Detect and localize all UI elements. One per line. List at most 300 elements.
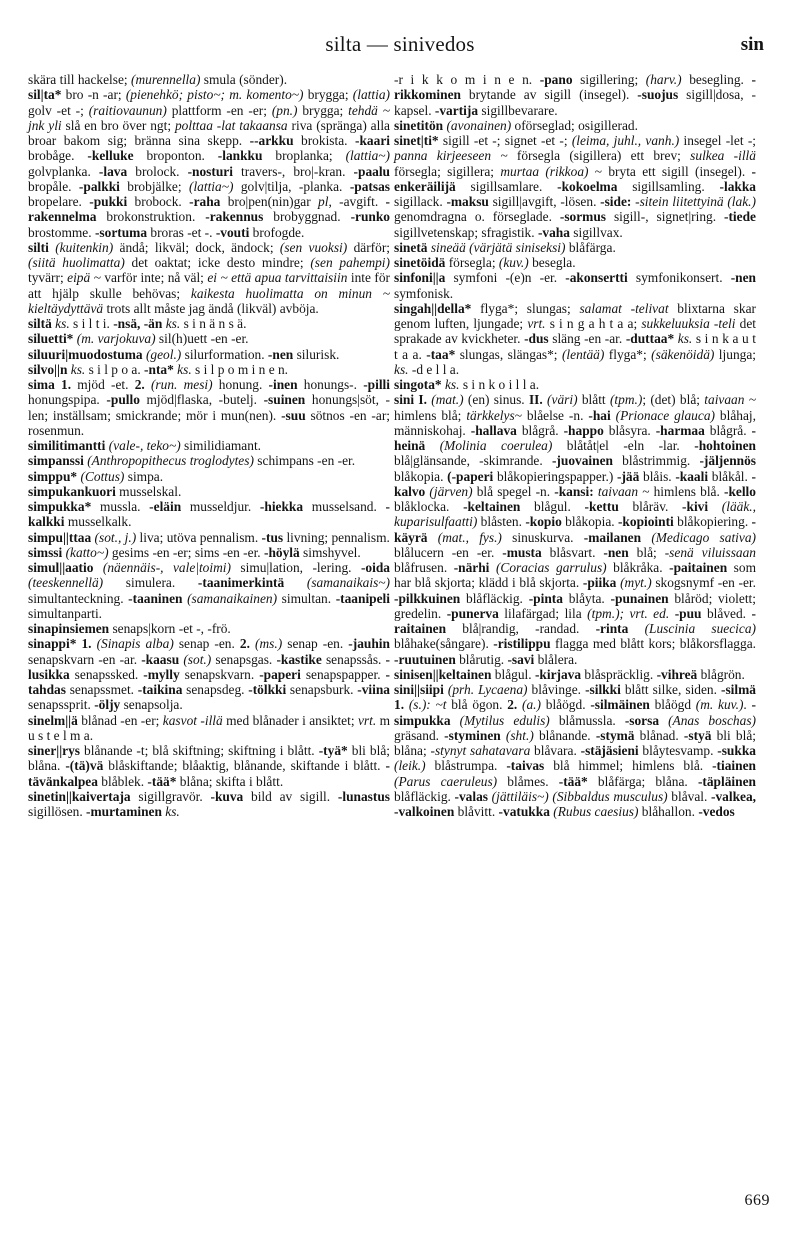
entry-headword: 2.: [507, 697, 518, 713]
entry-italic-text: tärkkelys~: [466, 407, 522, 423]
entry-text: [641, 530, 651, 545]
entry-italic-text: (myt.): [620, 575, 652, 591]
entry-headword: siluetti*: [28, 331, 74, 347]
entry-headword: sinfoni||a: [394, 270, 446, 286]
dictionary-entry: [394, 270, 756, 301]
dictionary-entry: [28, 87, 390, 240]
entry-text: musselkalk.: [64, 514, 132, 530]
entry-text: musseldjur.: [181, 499, 260, 514]
entry-text: blågul.: [491, 666, 535, 682]
entry-headword: -vatukka: [498, 804, 550, 819]
entry-headword: -eläin: [149, 499, 182, 514]
entry-italic-text: (leik.): [394, 758, 426, 774]
entry-text: [628, 621, 644, 636]
entry-text: blåkopieringspapper.): [493, 468, 618, 484]
entry-text: sigillvetenskap; sfragistik.: [394, 224, 538, 240]
entry-text: sigill -et -; signet -et -;: [438, 133, 572, 148]
entry-headword: -kaali: [675, 468, 709, 484]
entry-text: sigillering;: [572, 72, 646, 87]
entry-headword: -pano: [539, 72, 573, 87]
entry-text: blå|randig, -randad.: [446, 621, 596, 636]
entry-text: himlens blå;: [394, 407, 467, 423]
entry-headword: -käyrä: [394, 514, 756, 545]
entry-italic-text: (sht.): [505, 727, 534, 743]
entry-headword: -side:: [600, 194, 632, 209]
entry-headword: sima 1.: [28, 377, 72, 392]
entry-italic-text: murtaa (rikkoa): [500, 163, 589, 179]
entry-headword: -rakennus: [205, 209, 264, 225]
dictionary-entry: [28, 316, 390, 331]
entry-text: blålera.: [534, 651, 578, 667]
entry-text: liva; utöva pennalism.: [136, 529, 262, 545]
entry-headword: -sormus: [559, 209, 606, 225]
entry-headword: -kello: [723, 483, 756, 499]
entry-text: flagga med blått kors; blåkorsflagga.: [550, 636, 756, 652]
entry-text: skogsnymf -en -er.: [651, 575, 756, 591]
entry-headword: -kastike: [276, 651, 322, 667]
entry-headword: -tää*: [558, 773, 588, 789]
entry-headword: -ristilippu: [493, 636, 551, 652]
dictionary-entry: [28, 72, 390, 87]
entry-text: blåögd.: [541, 697, 591, 713]
entry-headword: -suu: [281, 407, 306, 423]
entry-italic-text: (run. mesi): [150, 377, 213, 392]
entry-text: blåkråka.: [606, 560, 670, 575]
entry-headword: -kopio: [525, 514, 562, 530]
entry-headword: -stymä: [595, 727, 635, 743]
entry-headword: -silkki: [585, 682, 621, 697]
entry-headword: simssi: [28, 544, 63, 560]
entry-italic-text: ks.: [177, 361, 192, 377]
entry-italic-text: taivaan ~: [704, 392, 756, 408]
entry-text: försegla (sigillera) ett brev;: [507, 148, 691, 164]
right-column: [394, 72, 756, 819]
entry-headword: -kalvo: [394, 468, 756, 499]
entry-text: bropåle.: [28, 178, 79, 194]
entry-italic-text: (väri): [547, 392, 578, 408]
entry-headword: sini I.: [394, 392, 427, 408]
entry-text: broras -et -.: [147, 224, 216, 240]
entry-headword: -kansi:: [554, 483, 594, 499]
entry-headword: -nen: [267, 346, 294, 362]
entry-italic-text: vrt.: [357, 712, 377, 728]
entry-italic-text: ks.: [444, 377, 460, 392]
dictionary-entry: [28, 713, 390, 744]
entry-headword: simpukankuori: [28, 483, 116, 499]
entry-text: s i n k o i l l a.: [459, 377, 540, 392]
entry-text: bli blå; blåna.: [28, 743, 391, 774]
entry-italic-text: (tpm.); vrt. ed.: [587, 605, 670, 621]
entry-text: sigillsamlare.: [455, 178, 558, 194]
entry-headword: sinetitön: [394, 117, 444, 133]
entry-italic-text: (murennella): [131, 72, 201, 87]
entry-text: blånad -en -er;: [77, 712, 163, 728]
entry-italic-text: pl: [318, 194, 329, 209]
entry-italic-text: (jättiläis~) (Sibbaldus musculus): [491, 788, 668, 804]
entry-text: sötnos -en -ar; rosenmun.: [28, 407, 391, 438]
entry-headword: -kokoelma: [557, 178, 618, 194]
entry-headword: -dus: [524, 331, 549, 347]
entry-headword: -suinen: [263, 392, 306, 408]
entry-italic-text: (a.): [522, 697, 541, 713]
entry-text: oförseglad; osigillerad.: [511, 117, 638, 133]
entry-headword: --arkku: [249, 133, 294, 148]
entry-text: släng -en -ar.: [548, 331, 626, 347]
entry-italic-text: (pn.): [271, 102, 298, 118]
entry-text: [708, 499, 722, 514]
entry-headword: sinetä: [394, 239, 428, 255]
entry-headword: -kalkki: [28, 499, 390, 530]
entry-italic-text: ei ~ että apua tarvittaisiin: [207, 270, 348, 286]
entry-text: blåkopiering.: [673, 514, 752, 530]
entry-text: blåstrumpa.: [425, 758, 507, 774]
entry-headword: -kirjava: [534, 666, 582, 682]
entry-text: musselskal.: [115, 483, 182, 499]
entry-headword: simpukka*: [28, 499, 92, 514]
entry-text: golvplanka.: [28, 163, 99, 179]
entry-text: blå ögon.: [446, 697, 508, 713]
entry-text: blåna; skifta i blått.: [176, 773, 284, 789]
dictionary-entry: [28, 621, 390, 636]
entry-text: brytande av sigill (insegel).: [460, 87, 638, 103]
entry-text: honung.: [212, 377, 269, 392]
entry-headword: -sukka: [717, 743, 756, 758]
entry-headword: -kopiointi: [617, 514, 674, 530]
dictionary-entry: [28, 438, 390, 453]
entry-headword: -punainen: [610, 590, 669, 606]
entry-headword: -pukki: [89, 194, 128, 209]
entry-text: schimpans -en -er.: [253, 453, 356, 469]
entry-text: blåröd; violett; gredelin.: [394, 590, 756, 621]
entry-text: insegel -let -;: [679, 133, 756, 148]
entry-headword: -heinä: [394, 422, 756, 453]
entry-text: blåsvart.: [541, 544, 604, 560]
entry-italic-text: (Cottus): [80, 468, 125, 484]
entry-text: s i n k a u t t a a.: [394, 331, 756, 362]
entry-text: blåfläckig.: [460, 590, 529, 606]
entry-text: s i l p o a.: [85, 361, 145, 377]
entry-headword: -mailanen: [583, 529, 642, 545]
entry-text: inte för att hjälp skulle behövas;: [28, 270, 391, 301]
entry-headword: -(tä)vä: [65, 758, 104, 774]
entry-italic-text: (katto~): [65, 544, 109, 560]
entry-headword: -sortuma: [94, 224, 148, 240]
entry-text: [425, 438, 439, 453]
entry-headword: -akonsertti: [565, 270, 628, 286]
entry-text: blåvara.: [530, 743, 581, 758]
entry-headword: -mylly: [143, 666, 180, 682]
entry-italic-text: (samanaikais~): [306, 575, 390, 591]
entry-headword: -viina: [357, 682, 390, 697]
entry-text: senaps|korn -et -, -frö.: [109, 621, 231, 636]
entry-text: brostomme.: [28, 224, 95, 240]
entry-text: musselsand.: [303, 499, 386, 514]
entry-text: bro|pen(nin)gar: [220, 194, 319, 209]
dictionary-entry: [394, 72, 756, 118]
entry-text: blåfrusen.: [394, 560, 454, 575]
entry-italic-text: (Luscinia suecica): [644, 621, 756, 636]
entry-italic-text: (m. kuv.): [695, 697, 744, 713]
entry-text: blågrå.: [704, 422, 752, 438]
entry-text: honungs|söt, -len; inställsam; smickrande; mör i mun(nen).: [28, 392, 390, 423]
entry-text: blått: [577, 392, 610, 408]
entry-text: brofogde.: [249, 224, 305, 240]
entry-italic-text: (m. varjokuva): [76, 331, 156, 347]
entry-text: simultanparti.: [28, 605, 103, 621]
entry-italic-text: (pienehkö; pisto~; m. komento~): [125, 87, 304, 103]
entry-text: symfoni -(e)n -er.: [445, 270, 566, 286]
entry-text: sigillack.: [394, 194, 447, 209]
entry-headword: -palkki: [78, 178, 120, 194]
entry-italic-text: (sot., j.): [94, 529, 137, 545]
entry-text: blå spegel -n.: [472, 483, 555, 499]
entry-italic-text: (Anas boschas): [668, 712, 756, 728]
entry-text: sigillvax.: [569, 224, 623, 240]
entry-headword: -taivas: [506, 758, 545, 774]
entry-italic-text: (kuv.): [498, 255, 529, 270]
entry-text: senapskvarn.: [179, 666, 260, 682]
dictionary-entry: [28, 377, 390, 438]
entry-italic-text: (harv.): [645, 72, 682, 87]
entry-headword: -duttaa*: [625, 331, 675, 347]
entry-text: brobjälke;: [119, 178, 189, 194]
entry-text: senapsdeg.: [182, 682, 249, 697]
entry-text: blåytesvamp.: [638, 743, 718, 758]
dictionary-entry: [28, 331, 390, 346]
entry-headword: -silmä 1.: [394, 682, 756, 713]
entry-text: blåval.: [667, 788, 711, 804]
entry-text: -d e l l a.: [408, 361, 460, 377]
entry-text: ~ bryta ett sigill (insegel).: [588, 163, 752, 179]
entry-headword: -tahdas: [28, 666, 390, 697]
entry-headword: -taaninen: [128, 590, 183, 606]
entry-italic-text: (Molinia coerulea): [439, 438, 553, 453]
entry-headword: sinet|ti*: [394, 133, 439, 148]
entry-text: blåräv.: [618, 499, 683, 514]
entry-text: blånande -t; blå skiftning; skiftning i blått.: [80, 743, 319, 758]
entry-text: blåmussla.: [549, 712, 625, 728]
entry-italic-text: (sen vuoksi): [279, 239, 348, 255]
entry-text: blånande.: [533, 727, 596, 743]
entry-headword: -tyä*: [318, 743, 348, 758]
entry-headword: siluuri|muodostuma: [28, 346, 143, 362]
entry-headword: 2.: [239, 636, 250, 652]
entry-headword: -kaasu: [141, 651, 180, 667]
entry-text: slungas, slängas*;: [455, 346, 562, 362]
entry-text: varför inte; nå väl;: [100, 270, 208, 286]
entry-headword: 2.: [134, 377, 145, 392]
entry-text: s i n g a h t a a;: [545, 316, 642, 331]
entry-text: blåvinge.: [527, 682, 586, 697]
entry-headword: simpu||ttaa: [28, 529, 92, 545]
entry-text: riva (spränga) alla broar bakom sig; bränna sina skepp.: [28, 117, 390, 148]
entry-headword: -kettu: [584, 499, 619, 514]
entry-italic-text: (lattia~): [188, 178, 234, 194]
entry-headword: -höylä: [263, 544, 300, 560]
entry-italic-text: -stynyt sahatavara: [430, 743, 531, 758]
entry-headword: -kelluke: [87, 148, 134, 164]
entry-text: simultan.: [277, 590, 336, 606]
entry-italic-text: ks.: [55, 316, 70, 331]
entry-italic-text: (tpm.): [609, 392, 643, 408]
entry-text: blåstrimmig.: [612, 453, 700, 469]
entry-headword: sinapinsiemen: [28, 621, 110, 636]
entry-headword: siner||rys: [28, 743, 81, 758]
entry-text: mjöd -et.: [71, 377, 135, 392]
entry-italic-text: taivaan ~: [597, 483, 650, 499]
dictionary-entry: [28, 453, 390, 468]
entry-headword: sil|ta*: [28, 87, 62, 103]
entry-headword: -keltainen: [463, 499, 521, 514]
entry-headword: -rikkominen: [394, 72, 756, 103]
entry-headword: -lankku: [217, 148, 263, 164]
entry-headword: -taanimerkintä: [197, 575, 285, 591]
entry-text: sigillösen.: [28, 804, 87, 819]
entry-text: blåis.: [639, 468, 676, 484]
entry-headword: -paitainen: [669, 560, 728, 575]
entry-text: blåklocka.: [394, 499, 464, 514]
entry-text: blixtarna skar genom luften, ljungade;: [394, 300, 756, 331]
entry-text: blåsten.: [477, 514, 526, 530]
entry-headword: siltä: [28, 316, 52, 331]
entry-text: blåkopia.: [561, 514, 618, 530]
entry-text: honungs-.: [297, 377, 364, 392]
entry-text: blåskiftande; blåaktig, blånande, skiftande i blått.: [103, 758, 386, 774]
page-header: [0, 28, 800, 58]
entry-text: silurformation.: [181, 346, 268, 362]
entry-italic-text: sukkeluuksia -teli: [641, 316, 736, 331]
entry-headword: -vartija: [434, 102, 479, 118]
entry-text: besegling.: [681, 72, 752, 87]
entry-headword: -murtaminen: [86, 804, 162, 819]
entry-text: m u s t e l m a.: [28, 712, 391, 743]
entry-headword: -pilkkuinen: [394, 590, 461, 606]
entry-text: blåfärga.: [565, 239, 616, 255]
entry-headword: -valkea, -valkoinen: [394, 788, 757, 819]
entry-italic-text: (teeskennellä): [28, 575, 104, 591]
entry-text: slå en bro över ngt;: [61, 117, 175, 133]
entry-text: blåkopia.: [394, 468, 448, 484]
entry-text: [284, 575, 307, 590]
entry-text: tyvärr;: [28, 270, 68, 286]
entry-headword: -täpläinen: [697, 773, 756, 789]
entry-headword: -kuva: [210, 788, 244, 804]
entry-italic-text: ks.: [394, 361, 409, 377]
entry-text: blåelse -n.: [521, 407, 589, 423]
entry-text: lilafärgad; lila: [498, 605, 588, 621]
entry-text: sigillgravör.: [130, 788, 211, 804]
entry-text: blåtåt|el -eln -lar.: [552, 438, 695, 453]
entry-italic-text: vrt.: [527, 316, 546, 331]
entry-headword: -lakka: [719, 178, 756, 194]
entry-headword: -taanipeli: [335, 590, 390, 606]
entry-headword: -taikina: [137, 682, 183, 697]
entry-text: s i l t i.: [69, 316, 114, 331]
entry-text: flyga*;: [604, 346, 652, 362]
dictionary-entry: [28, 484, 390, 499]
page-number: 669: [744, 1192, 770, 1209]
entry-headword: -savi: [507, 651, 535, 667]
entry-headword: -tiainen: [712, 758, 756, 774]
entry-text: [451, 713, 460, 728]
entry-headword: simppu*: [28, 468, 78, 484]
entry-text: blåvitt.: [454, 804, 499, 819]
entry-italic-text: (vale-, teko~): [108, 438, 181, 453]
entry-headword: -vaha: [537, 224, 570, 240]
entry-italic-text: panna kirjeeseen ~: [394, 148, 508, 164]
entry-text: senapsolja.: [120, 697, 183, 713]
entry-text: bropelare.: [28, 194, 90, 209]
entry-text: blåblek.: [97, 773, 148, 789]
entry-headword: -tävänkalpea: [28, 758, 390, 789]
entry-italic-text: (Sinapis alba): [96, 636, 174, 652]
entry-headword: -silmäinen: [590, 697, 650, 713]
entry-text: senapssås.: [321, 651, 386, 667]
entry-headword: -rakennelma: [28, 194, 390, 225]
entry-italic-text: (Anthropopithecus troglodytes): [87, 453, 254, 469]
entry-headword: -sorsa: [624, 712, 660, 728]
entry-text: blånad.: [634, 727, 684, 743]
entry-text: plattform -en -er;: [166, 102, 272, 118]
entry-text: med blånader i ansiktet;: [222, 712, 358, 728]
entry-italic-text: kasvot -illä: [162, 712, 223, 728]
entry-text: senapssked.: [69, 666, 144, 682]
entry-italic-text: (ms.): [255, 636, 283, 652]
entry-headword: -taa*: [426, 346, 456, 362]
entry-headword: -hohtoinen: [694, 438, 756, 453]
entry-text: senapsburk.: [286, 682, 358, 697]
entry-text: försegla; sigillera;: [394, 163, 501, 179]
entry-text: brobyggnad.: [263, 209, 351, 225]
entry-headword: -lunastus: [337, 788, 390, 804]
entry-headword: sini||siipi: [394, 682, 444, 697]
entry-italic-text: (Mytilus edulis): [459, 712, 550, 728]
entry-headword: -paperi: [259, 666, 301, 682]
entry-text: som har blå skjorta; klädd i blå skjorta.: [394, 560, 756, 591]
entry-text: mussla.: [91, 499, 150, 514]
entry-text: sigillbevarare.: [478, 102, 558, 118]
entry-headword: -oida: [360, 560, 390, 575]
entry-text: blåhake(sångare).: [394, 636, 494, 652]
entry-headword: -juovainen: [551, 453, 613, 469]
dictionary-entry: [394, 301, 756, 377]
entry-text: broponton.: [133, 148, 218, 164]
entry-headword: -enkeräilijä: [394, 163, 756, 194]
entry-text: ; (det) blå;: [642, 392, 705, 408]
entry-text: besegla.: [528, 255, 576, 270]
entry-headword: simul||aatio: [28, 560, 94, 575]
entry-headword: -happo: [563, 422, 604, 438]
entry-headword: -hallava: [470, 422, 517, 438]
entry-headword: -stäjäsieni: [580, 743, 639, 758]
entry-italic-text: (lattia~): [345, 148, 390, 164]
entry-italic-text: -senä viluissaan: [664, 544, 756, 560]
entry-text: brokonstruktion.: [96, 209, 206, 225]
entry-italic-text: (samanaikainen): [187, 590, 278, 606]
entry-text: [659, 713, 668, 728]
entry-text: bild av sigill.: [243, 788, 338, 804]
entry-text: similidiamant.: [180, 438, 262, 453]
dictionary-entry: [394, 255, 756, 270]
entry-italic-text: salamat -telivat: [579, 300, 669, 316]
entry-text: senapskvarn -en -ar.: [28, 651, 142, 667]
page-title: silta — sinivedos: [325, 32, 475, 56]
entry-text: -r i k k o m i n e n.: [394, 72, 540, 87]
guide-word: sin: [740, 34, 764, 55]
entry-text: bro -n -ar;: [61, 87, 126, 103]
entry-italic-text: (siitä huolimatta): [28, 255, 125, 270]
entry-headword: -jäljennös: [699, 453, 757, 469]
